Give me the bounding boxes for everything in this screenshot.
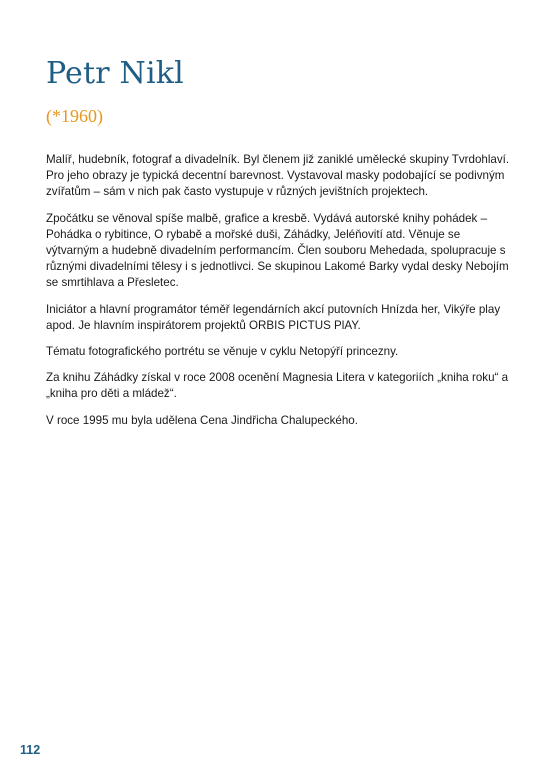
paragraph-3: Iniciátor a hlavní programátor téměř legendárních akcí putovních Hnízda her, Vikýře play apod. Je hlavním inspirátorem projektů ORBIS PICTUS PlAY. xyxy=(46,302,501,332)
paragraph-6: V roce 1995 mu byla udělena Cena Jindřicha Chalupeckého. xyxy=(46,413,358,427)
paragraph-4: Tématu fotografického portrétu se věnuje v cyklu Netopýří princezny. xyxy=(46,345,399,359)
biography-text xyxy=(46,152,516,439)
page-title: Petr Nikl xyxy=(46,56,184,91)
page-number: 112 xyxy=(20,743,41,757)
paragraph-5: Za knihu Záhádky získal v roce 2008 ocenění Magnesia Litera v kategoriích „kniha roku“ a „kniha pro děti a mládež“. xyxy=(46,371,509,401)
paragraph-2: Zpočátku se věnoval spíše malbě, grafice a kresbě. Vydává autorské knihy pohádek – Pohádka o rybitince, O rybabě a mořské duši, Záhádky, Jeléňovití atd. Věnuje se výtvarným a hudebně divadelním performancím. Člen souboru Mehedada, spolupracuje s různými divadelními tělesy i s jednotlivci. Se skupinou Lakomé Barky vydal desky Nebojím se smrtihlava a Přesletec. xyxy=(46,211,509,290)
paragraph-1: Malíř, hudebník, fotograf a divadelník. Byl členem již zaniklé umělecké skupiny Tvrdohlaví. Pro jeho obrazy je typická decentní barevnost. Vystavoval masky podobající se podivným zvířatům – sám v nich pak často vystupuje v různých jevištních projektech. xyxy=(46,153,510,199)
birth-year: (*1960) xyxy=(46,106,103,126)
